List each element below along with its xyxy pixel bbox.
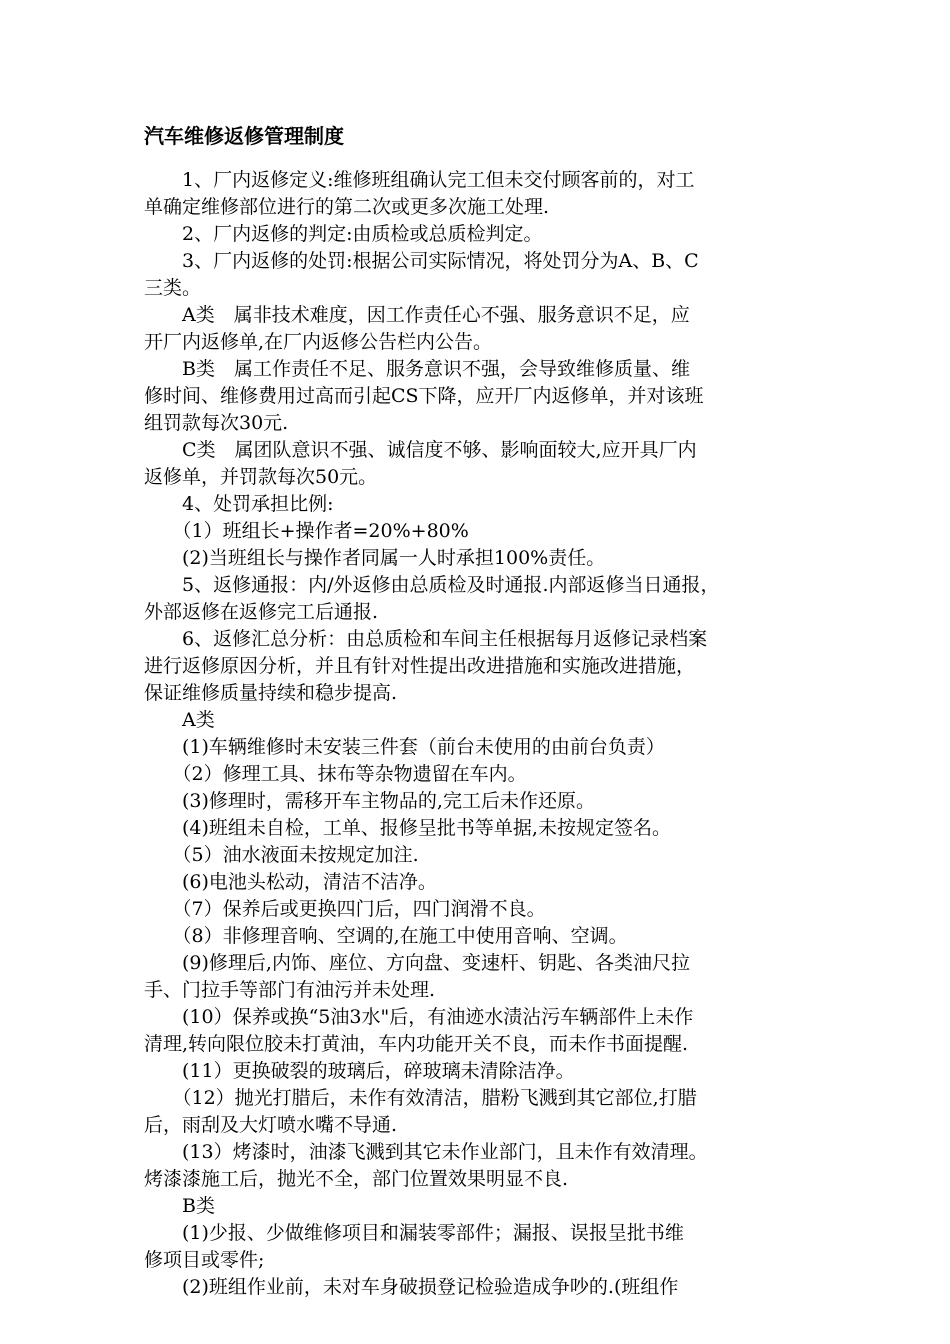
text-line: （5）油水液面未按规定加注. xyxy=(144,844,419,866)
text-line: A类 属非技术难度，因工作责任心不强、服务意识不足，应 xyxy=(144,304,690,326)
text-line: (1)少报、少做维修项目和漏装零部件；漏报、误报呈批书维 xyxy=(144,1222,684,1244)
document-body xyxy=(144,167,824,1301)
text-line: 修项目或零件; xyxy=(144,1249,265,1271)
document-title: 汽车维修返修管理制度 xyxy=(144,124,344,148)
text-line: （1）班组长+操作者=20%+80% xyxy=(144,520,469,542)
text-line: 开厂内返修单,在厂内返修公告栏内公告。 xyxy=(144,331,493,353)
text-line: 保证维修质量持续和稳步提高. xyxy=(144,682,398,704)
text-line: （12）抛光打腊后，未作有效清洁，腊粉飞溅到其它部位,打腊 xyxy=(144,1087,697,1109)
text-line: 4、处罚承担比例: xyxy=(144,493,334,515)
text-line: 单确定维修部位进行的第二次或更多次施工处理. xyxy=(144,196,550,218)
text-line: 3、厂内返修的处罚:根据公司实际情况，将处罚分为A、B、C xyxy=(144,250,699,272)
text-line: 外部返修在返修完工后通报. xyxy=(144,601,379,623)
text-line: 6、返修汇总分析：由总质检和车间主任根据每月返修记录档案 xyxy=(144,628,708,650)
text-line: 手、门拉手等部门有油污并未处理. xyxy=(144,979,436,1001)
text-line: 组罚款每次30元. xyxy=(144,412,289,434)
text-line: (9)修理后,内饰、座位、方向盘、变速杆、钥匙、各类油尺拉 xyxy=(144,952,690,974)
text-line: B类 属工作责任不足、服务意识不强，会导致维修质量、维 xyxy=(144,358,690,380)
text-line: 后，雨刮及大灯喷水嘴不导通. xyxy=(144,1114,398,1136)
text-line: （8）非修理音响、空调的,在施工中使用音响、空调。 xyxy=(144,925,628,947)
text-line: 三类。 xyxy=(144,277,202,299)
text-line: 1、厂内返修定义:维修班组确认完工但未交付顾客前的，对工 xyxy=(144,169,695,191)
text-line: 5、返修通报：内/外返修由总质检及时通报.内部返修当日通报， xyxy=(144,574,720,596)
text-line: 2、厂内返修的判定:由质检或总质检判定。 xyxy=(144,223,543,245)
text-line: (6)电池头松动，清洁不洁净。 xyxy=(144,871,437,893)
text-line: (3)修理时，需移开车主物品的,完工后未作还原。 xyxy=(144,790,595,812)
text-line: (4)班组未自检，工单、报修呈批书等单据,未按规定签名。 xyxy=(144,817,671,839)
text-line: (2)当班组长与操作者同属一人时承担100%责任。 xyxy=(144,547,606,569)
text-line: C类 属团队意识不强、诚信度不够、影响面较大,应开具厂内 xyxy=(144,439,697,461)
text-line: (13）烤漆时，油漆飞溅到其它未作业部门，且未作有效清理。 xyxy=(144,1141,708,1163)
text-line: 返修单，并罚款每次50元。 xyxy=(144,466,378,488)
text-line: B类 xyxy=(144,1195,215,1217)
text-line: (2)班组作业前，未对车身破损登记检验造成争吵的.(班组作 xyxy=(144,1276,679,1298)
text-line: (10）保养或换“5油3水"后，有油迹水渍沾污车辆部件上未作 xyxy=(144,1006,694,1028)
text-line: A类 xyxy=(144,709,215,731)
text-line: (1)车辆维修时未安装三件套（前台未使用的由前台负责） xyxy=(144,736,665,758)
text-line: (11）更换破裂的玻璃后，碎玻璃未清除洁净。 xyxy=(144,1060,575,1082)
text-line: 修时间、维修费用过高而引起CS下降，应开厂内返修单，并对该班 xyxy=(144,385,704,407)
text-line: 烤漆漆施工后，抛光不全，部门位置效果明显不良. xyxy=(144,1168,569,1190)
text-line: 清理,转向限位胶未打黄油，车内功能开关不良，而未作书面提醒. xyxy=(144,1033,689,1055)
text-line: 进行返修原因分析，并且有针对性提出改进措施和实施改进措施， xyxy=(144,655,696,677)
text-line: （2）修理工具、抹布等杂物遗留在车内。 xyxy=(144,763,527,785)
text-line: （7）保养后或更换四门后，四门润滑不良。 xyxy=(144,898,546,920)
